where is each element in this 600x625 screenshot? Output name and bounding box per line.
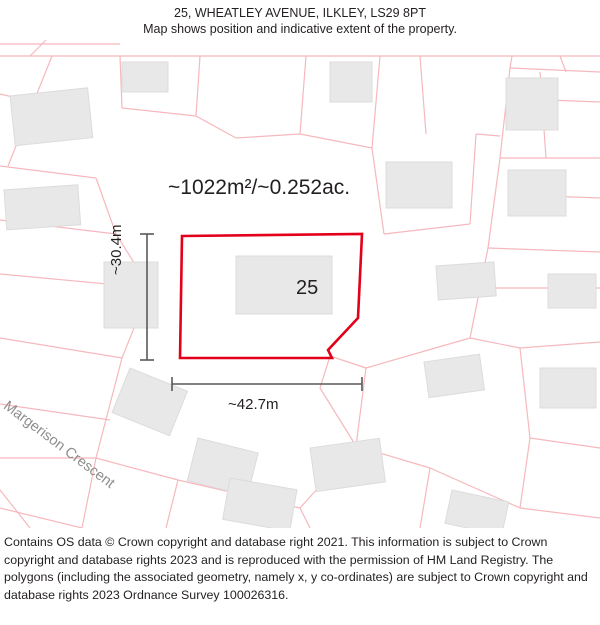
page-subtitle: Map shows position and indicative extent of the property. (143, 22, 457, 36)
plot-number-label: 25 (296, 277, 319, 299)
street-name-label: Margerison Crescent (0, 398, 118, 492)
area-label: ~1022m²/~0.252ac. (168, 176, 351, 199)
map-canvas[interactable] (0, 38, 600, 528)
copyright-text: Contains OS data © Crown copyright and database right 2021. This information is subject to Crown copyright and database rights 2023 and is reproduced with the permission of HM Land Registry. The polygons (including the associated geometry, namely x, y co-ordinates) are subject to Crown copyright and database rights 2023 Ordnance Survey 100026316. (4, 535, 588, 602)
copyright-footer (0, 528, 600, 625)
dimension-height-label: ~30.4m (108, 224, 125, 275)
map-header (0, 0, 600, 38)
page-title: 25, WHEATLEY AVENUE, ILKLEY, LS29 8PT (174, 6, 426, 20)
dimension-width-label: ~42.7m (228, 396, 279, 413)
